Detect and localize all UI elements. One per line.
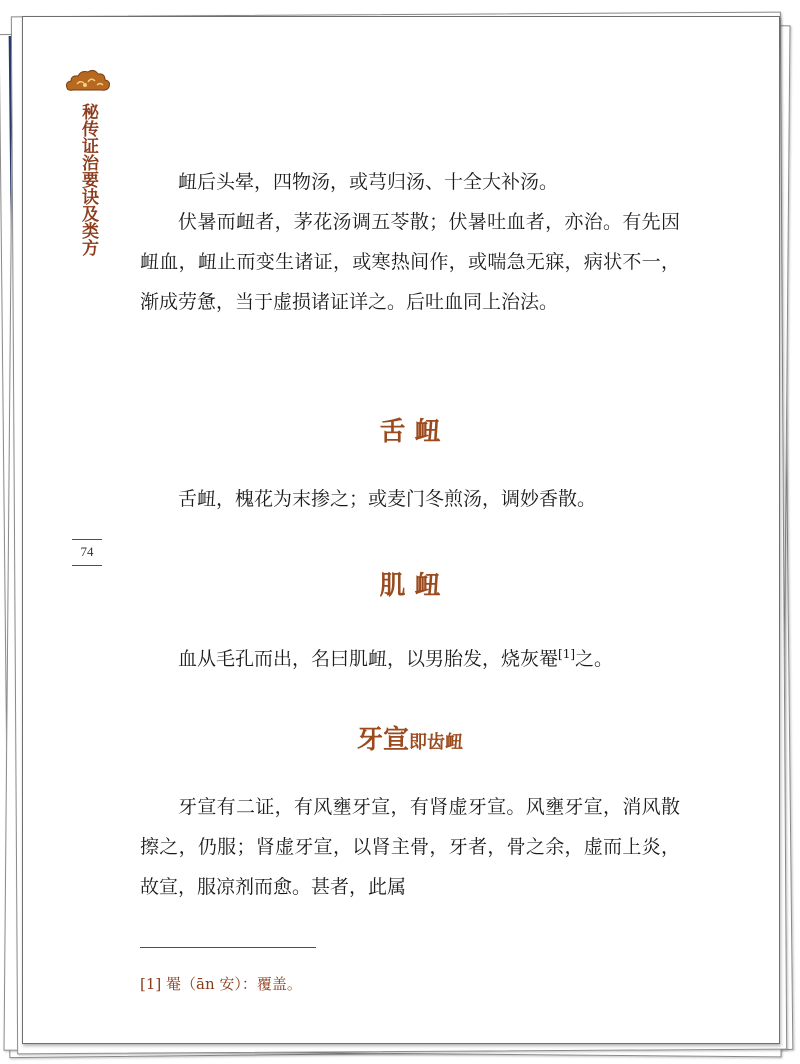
cloud-ornament-icon: [63, 68, 113, 94]
paragraph: 衄后头晕，四物汤，或芎归汤、十全大补汤。: [178, 171, 559, 193]
paragraph-text: 之。: [575, 648, 614, 670]
page-number: 74: [80, 544, 94, 559]
section-body: [140, 479, 680, 519]
paragraph: 舌衄，槐花为末掺之；或麦门冬煎汤，调妙香散。: [178, 488, 597, 510]
book-page: [22, 16, 780, 1044]
section-body: [140, 634, 680, 679]
page-number-box: [72, 539, 102, 566]
footnote-rule: [140, 947, 316, 948]
section-subtitle: 即齿衄: [409, 732, 463, 753]
section-heading: 肌 衄: [379, 571, 441, 601]
section-heading: 舌 衄: [379, 417, 441, 447]
section-body: [140, 787, 680, 907]
running-title: 秘传证治要诀及类方: [78, 103, 98, 256]
paragraph-text: 血从毛孔而出，名曰肌衄，以男胎发，烧灰罨: [178, 648, 559, 670]
section-heading: [140, 719, 680, 756]
paragraph: 伏暑而衄者，茅花汤调五苓散；伏暑吐血者，亦治。有先因衄血，衄止而变生诸证，或寒热间作，或喘急无寐，病状不一，渐成劳惫，当于虚损诸证详之。后吐血同上治法。: [140, 211, 680, 313]
section-title: 牙宣: [356, 725, 409, 755]
paragraph: 牙宣有二证，有风壅牙宣，有肾虚牙宣。风壅牙宣，消风散擦之，仍服；肾虚牙宣，以肾主骨，牙者，骨之余，虚而上炎，故宣，服凉剂而愈。甚者，此属: [140, 796, 680, 898]
footnote: [1] 罨（ān 安）：覆盖。: [140, 975, 302, 993]
paragraph: [140, 634, 680, 679]
body-text-top: [140, 162, 680, 322]
page-number-rule-bottom: [72, 565, 102, 566]
footnote-reference[interactable]: [1]: [558, 647, 576, 661]
